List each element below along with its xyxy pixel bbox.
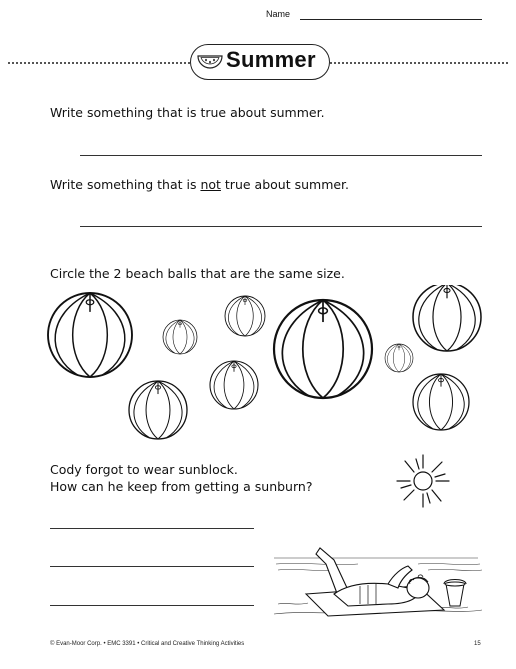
beach-ball-icon[interactable] bbox=[210, 361, 258, 409]
sunbather-illustration bbox=[268, 524, 490, 620]
beach-ball-icon[interactable] bbox=[413, 285, 481, 351]
beach-ball-icon[interactable] bbox=[274, 300, 372, 398]
watermelon-icon bbox=[197, 54, 223, 70]
page-title: Summer bbox=[226, 47, 316, 72]
answer-line-4[interactable] bbox=[50, 566, 254, 567]
answer-line-3[interactable] bbox=[50, 528, 254, 529]
question-sunblock-line-1: Cody forgot to wear sunblock. bbox=[50, 462, 238, 477]
answer-line-5[interactable] bbox=[50, 605, 254, 606]
question-circle-beach-balls: Circle the 2 beach balls that are the same size. bbox=[50, 266, 345, 281]
beach-ball-icon[interactable] bbox=[163, 320, 197, 354]
beach-ball-icon[interactable] bbox=[385, 344, 413, 372]
question-true-about-summer: Write something that is true about summer. bbox=[50, 105, 325, 120]
beach-ball-icon[interactable] bbox=[48, 293, 132, 377]
beach-ball-icon[interactable] bbox=[129, 381, 187, 439]
beach-balls-area bbox=[0, 285, 516, 455]
sun-icon bbox=[392, 450, 454, 512]
question-text-start: Write something that is bbox=[50, 177, 201, 192]
answer-line-1[interactable] bbox=[80, 155, 482, 156]
question-not-true-about-summer bbox=[50, 176, 349, 193]
question-text-end: true about summer. bbox=[220, 177, 350, 192]
title-divider-right bbox=[330, 62, 508, 64]
beach-ball-icon[interactable] bbox=[225, 296, 265, 336]
name-label: Name bbox=[266, 9, 291, 19]
footer-credit: © Evan-Moor Corp. • EMC 3391 • Critical and Creative Thinking Activities bbox=[50, 641, 245, 647]
question-sunblock-line-2: How can he keep from getting a sunburn? bbox=[50, 479, 313, 494]
beach-ball-icon[interactable] bbox=[413, 374, 469, 430]
name-field-line[interactable] bbox=[300, 19, 482, 20]
title-divider-left bbox=[8, 62, 190, 64]
page-number: 15 bbox=[474, 641, 481, 647]
emphasis-not: not bbox=[200, 177, 221, 192]
answer-line-2[interactable] bbox=[80, 226, 482, 227]
